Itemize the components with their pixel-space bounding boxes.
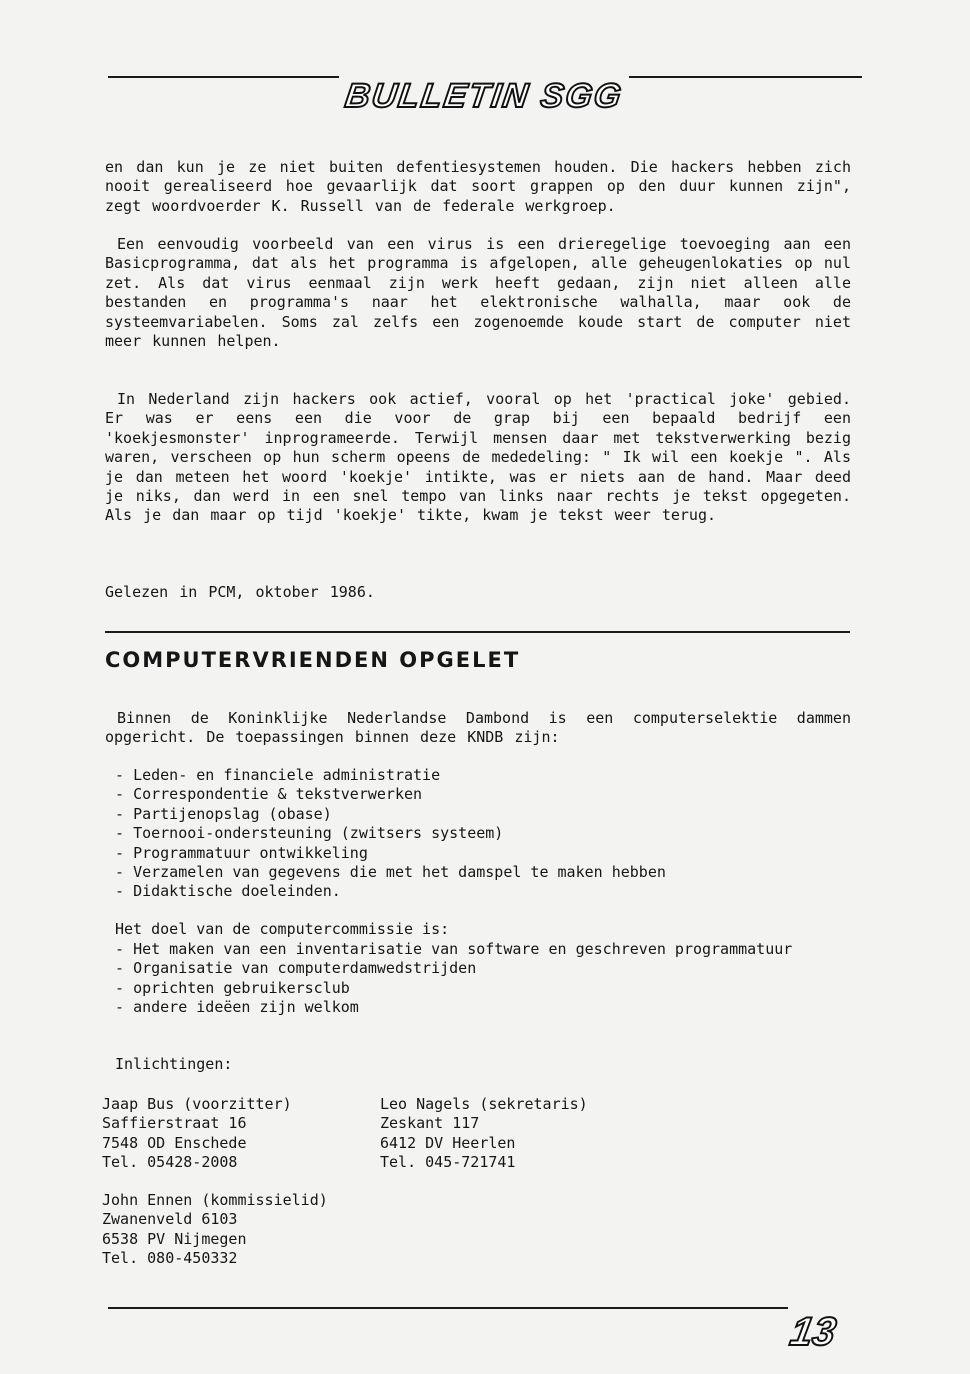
article-source: Gelezen in PCM, oktober 1986. [105, 583, 375, 601]
list-item: - Verzamelen van gegevens die met het damspel te maken hebben [115, 863, 850, 882]
contact-city: 7548 OD Enschede [102, 1133, 247, 1152]
info-heading: Inlichtingen: [115, 1055, 233, 1073]
goal-heading: Het doel van de computercommissie is: [115, 920, 450, 938]
logo-text: BULLETIN SGG [342, 76, 626, 115]
contact-street: Saffierstraat 16 [102, 1114, 247, 1133]
contact-phone: Tel. 05428-2008 [102, 1153, 238, 1172]
list-item: - Toernooi-ondersteuning (zwitsers systeem) [115, 824, 850, 843]
applications-list [115, 766, 850, 902]
list-item: - Programmatuur ontwikkeling [115, 844, 850, 863]
list-item: - Organisatie van computerdamwedstrijden [115, 959, 850, 978]
list-item: - Leden- en financiele administratie [115, 766, 850, 785]
footer-rule [108, 1307, 788, 1309]
contact-city: 6538 PV Nijmegen [102, 1229, 247, 1248]
contact-name: John Ennen (kommissielid) [102, 1191, 328, 1209]
list-item: - Het maken van een inventarisatie van software en geschreven programmatuur [115, 940, 850, 959]
contact-card [102, 1191, 328, 1269]
list-item: - oprichten gebruikersclub [115, 979, 850, 998]
contact-card [102, 1095, 292, 1173]
contact-street: Zwanenveld 6103 [102, 1210, 238, 1229]
list-item: - Correspondentie & tekstverwerken [115, 785, 850, 804]
contact-phone: Tel. 045-721741 [380, 1153, 516, 1172]
contact-city: 6412 DV Heerlen [380, 1133, 516, 1152]
page-number: 13 [786, 1309, 840, 1354]
contact-name: Leo Nagels (sekretaris) [380, 1095, 588, 1113]
contact-card [380, 1095, 588, 1173]
list-item: - andere ideëen zijn welkom [115, 998, 850, 1017]
contact-name: Jaap Bus (voorzitter) [102, 1095, 292, 1113]
contact-phone: Tel. 080-450332 [102, 1249, 238, 1268]
list-item: - Didaktische doeleinden. [115, 882, 850, 901]
section-title: COMPUTERVRIENDEN OPGELET [105, 648, 521, 672]
article-paragraph-2: Een eenvoudig voorbeeld van een virus is een drieregelige toevoeging aan een Basicprogramma, dat als het programma is afgelopen, alle geheugenlokaties op nul zet. Als dat virus eenmaal zijn werk heeft gedaan, zijn niet alleen alle bestanden en programma's naar het elektronische walhalla, maar ook de systeemvariabelen. Soms zal zelfs een zogenoemde koude start de computer niet meer kunnen helpen. [105, 235, 851, 351]
bulletin-logo [338, 74, 630, 118]
section-intro: Binnen de Koninklijke Nederlandse Dambond is een computerselektie dammen opgericht. De toepassingen binnen deze KNDB zijn: [105, 709, 851, 747]
article-paragraph-3: In Nederland zijn hackers ook actief, vooral op het 'practical joke' gebied. Er was er eens een die voor de grap bij een bepaald bedrijf een 'koekjesmonster' inprogrameerde. Terwijl mensen daar met tekstverwerking bezig waren, verscheen op hun scherm opeens de mededeling: " Ik wil een koekje ". Als je dan meteen het woord 'koekje' intikte, was er niets aan de hand. Maar deed je niks, dan werd in een snel tempo van links naar rechts je tekst opgegeten. Als je dan maar op tijd 'koekje' tikte, kwam je tekst weer terug. [105, 390, 851, 525]
section-divider [105, 631, 850, 633]
goals-list [115, 940, 850, 1018]
contact-street: Zeskant 117 [380, 1114, 480, 1133]
list-item: - Partijenopslag (obase) [115, 805, 850, 824]
article-paragraph-1: en dan kun je ze niet buiten defentiesystemen houden. Die hackers hebben zich nooit gerealiseerd hoe gevaarlijk dat soort grappen op den duur kunnen zijn", zegt woordvoerder K. Russell van de federale werkgroep. [105, 158, 851, 215]
